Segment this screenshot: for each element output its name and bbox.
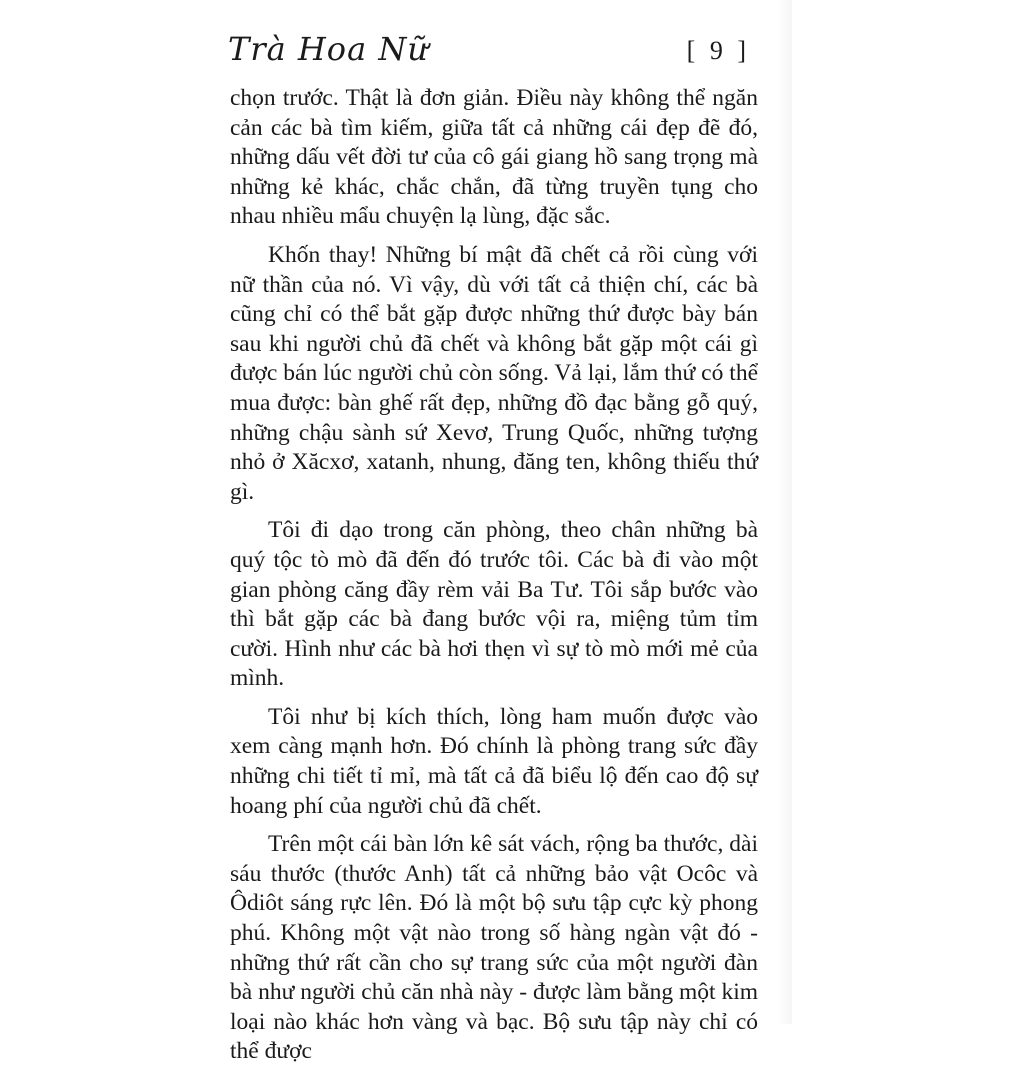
body-text (230, 84, 758, 1076)
page-number: [ 9 ] (686, 36, 750, 65)
running-title: Trà Hoa Nữ (228, 30, 429, 68)
page-header (228, 28, 756, 78)
paragraph-4: Tôi như bị kích thích, lòng ham muốn được vào xem càng mạnh hơn. Đó chính là phòng trang sức đầy những chi tiết tỉ mỉ, mà tất cả đã biểu lộ đến cao độ sự hoang phí của người chủ đã chết. (230, 703, 758, 819)
paragraph-1: chọn trước. Thật là đơn giản. Điều này không thể ngăn cản các bà tìm kiếm, giữa tất cả những cái đẹp đẽ đó, những dấu vết đời tư của cô gái giang hồ sang trọng mà những kẻ khác, chắc chắn, đã từng truyền tụng cho nhau nhiều mẩu chuyện lạ lùng, đặc sắc. (230, 85, 758, 230)
paragraph-3: Tôi đi dạo trong căn phòng, theo chân những bà quý tộc tò mò đã đến đó trước tôi. Các bà đi vào một gian phòng căng đầy rèm vải Ba Tư. Tôi sắp bước vào thì bắt gặp các bà đang bước vội ra, miệng tủm tỉm cười. Hình như các bà hơi thẹn vì sự tò mò mới mẻ của mình. (230, 517, 758, 692)
page-edge-shadow (778, 0, 792, 1024)
paragraph-5: Trên một cái bàn lớn kê sát vách, rộng ba thước, dài sáu thước (thước Anh) tất cả những bảo vật Ocôc và Ôdiôt sáng rực lên. Đó là một bộ sưu tập cực kỳ phong phú. Không một vật nào trong số hàng ngàn vật đó - những thứ rất cần cho sự trang sức của một người đàn bà như người chủ căn nhà này - được làm bằng một kim loại nào khác hơn vàng và bạc. Bộ sưu tập này chỉ có thể được (230, 831, 758, 1065)
paragraph-2: Khốn thay! Những bí mật đã chết cả rồi cùng với nữ thần của nó. Vì vậy, dù với tất cả thiện chí, các bà cũng chỉ có thể bắt gặp được những thứ được bày bán sau khi người chủ đã chết và không bắt gặp một cái gì được bán lúc người chủ còn sống. Vả lại, lắm thứ có thể mua được: bàn ghế rất đẹp, những đồ đạc bằng gỗ quý, những chậu sành sứ Xevơ, Trung Quốc, những tượng nhỏ ở Xăcxơ, xatanh, nhung, đăng ten, không thiếu thứ gì. (230, 241, 758, 505)
